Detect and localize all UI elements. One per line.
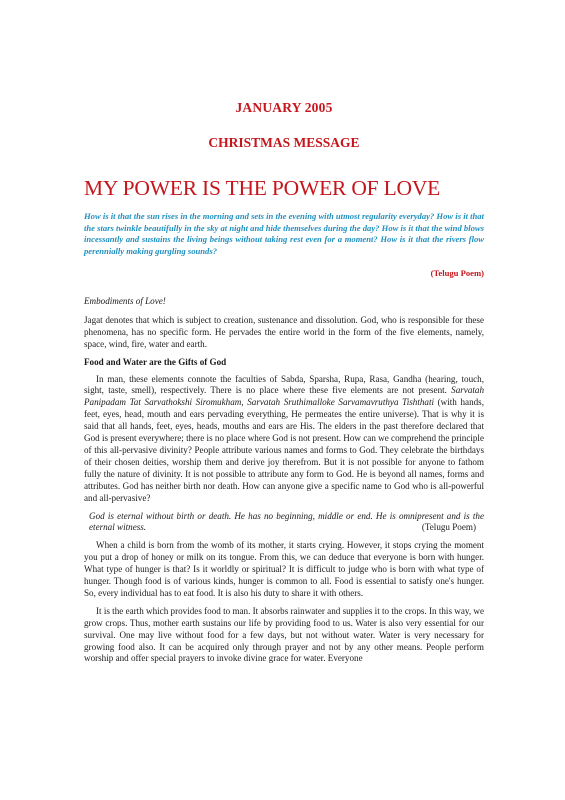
salutation: Embodiments of Love! xyxy=(84,296,166,306)
discourse-body xyxy=(84,296,484,671)
issue-month: JANUARY 2005 xyxy=(235,100,333,115)
paragraph-2-text-a: In man, these elements connote the faculties of Sabda, Sparsha, Rupa, Rasa, Gandha (hearing, touch, sight, taste, smell), respectively. There is no place where these five elements are not present. xyxy=(84,373,484,396)
paragraph-2 xyxy=(84,374,484,505)
paragraph-3: When a child is born from the womb of its mother, it starts crying. However, it stops crying the moment you put a drop of honey or milk on its tongue. From this, we can deduce that everyone is born with hunger. What type of hunger is that? Is it worldly or spiritual? It is difficult to judge who is born with what type of hunger. Though food is of various kinds, hunger is common to all. Food is essential to satisfy one's hunger. So, every individual has to eat food. It is also his duty to share it with others. xyxy=(84,540,484,598)
paragraph-1: Jagat denotes that which is subject to creation, sustenance and dissolution. God, who is responsible for these phenomena, has no specific form. He pervades the entire world in the form of the five elements, namely, space, wind, fire, water and earth. xyxy=(84,314,484,349)
paragraph-2-text-b: (with hands, feet, eyes, head, mouth and ears pervading everything, He permeates the entire universe). That is why it is said that all hands, feet, eyes, heads, mouths and ears are His. The elders in the past therefore declared that God is present everywhere; there is no place where God is not present. How can we comprehend the principle of this all-pervasive divinity? People attribute various names and forms to God. They celebrate the birthdays of their chosen deities, worship them and derive joy therefrom. But it is not possible for anyone to fathom fully the nature of divinity. It is not possible to attribute any form to God. He is beyond all names, forms and attributes. God has neither birth nor death. How can anyone give a specific name to God who is all-powerful and all-pervasive? xyxy=(84,397,484,503)
opening-poem: How is it that the sun rises in the morning and sets in the evening with utmost regularity everyday? How is it that the stars twinkle beautifully in the sky at night and hide themselves during the day? How is it that the wind blows incessantly and sustains the living beings without taking rest even for a moment? How is it that the rivers flow perennially making gurgling sounds? xyxy=(84,211,484,256)
quoted-poem-text: God is eternal without birth or death. He has no beginning, middle or end. He is omnipresent and is the eternal witness. xyxy=(89,510,484,533)
paragraph-4: It is the earth which provides food to man. It absorbs rainwater and supplies it to the crops. In this way, we grow crops. Thus, mother earth sustains our life by providing food to us. Water is also very essential for our survival. One may live without food for a few days, but not without water. Water is very necessary for growing food also. It can be acquired only through prayer and not by any other means. People perform worship and offer special prayers to invoke divine grace for water. Everyone xyxy=(84,605,484,664)
quoted-poem xyxy=(89,511,484,535)
quoted-poem-source: (Telugu Poem) xyxy=(421,522,476,533)
message-occasion: CHRISTMAS MESSAGE xyxy=(208,135,360,150)
opening-poem-source: (Telugu Poem) xyxy=(430,268,484,278)
sanskrit-verse: Sarvatah Panipadam Tat Sarvathokshi Siromukham, Sarvatah Sruthimalloke Sarvamavruthya Tishthati xyxy=(84,385,484,408)
discourse-title: MY POWER IS THE POWER OF LOVE xyxy=(84,176,441,200)
section-heading: Food and Water are the Gifts of God xyxy=(84,356,227,367)
